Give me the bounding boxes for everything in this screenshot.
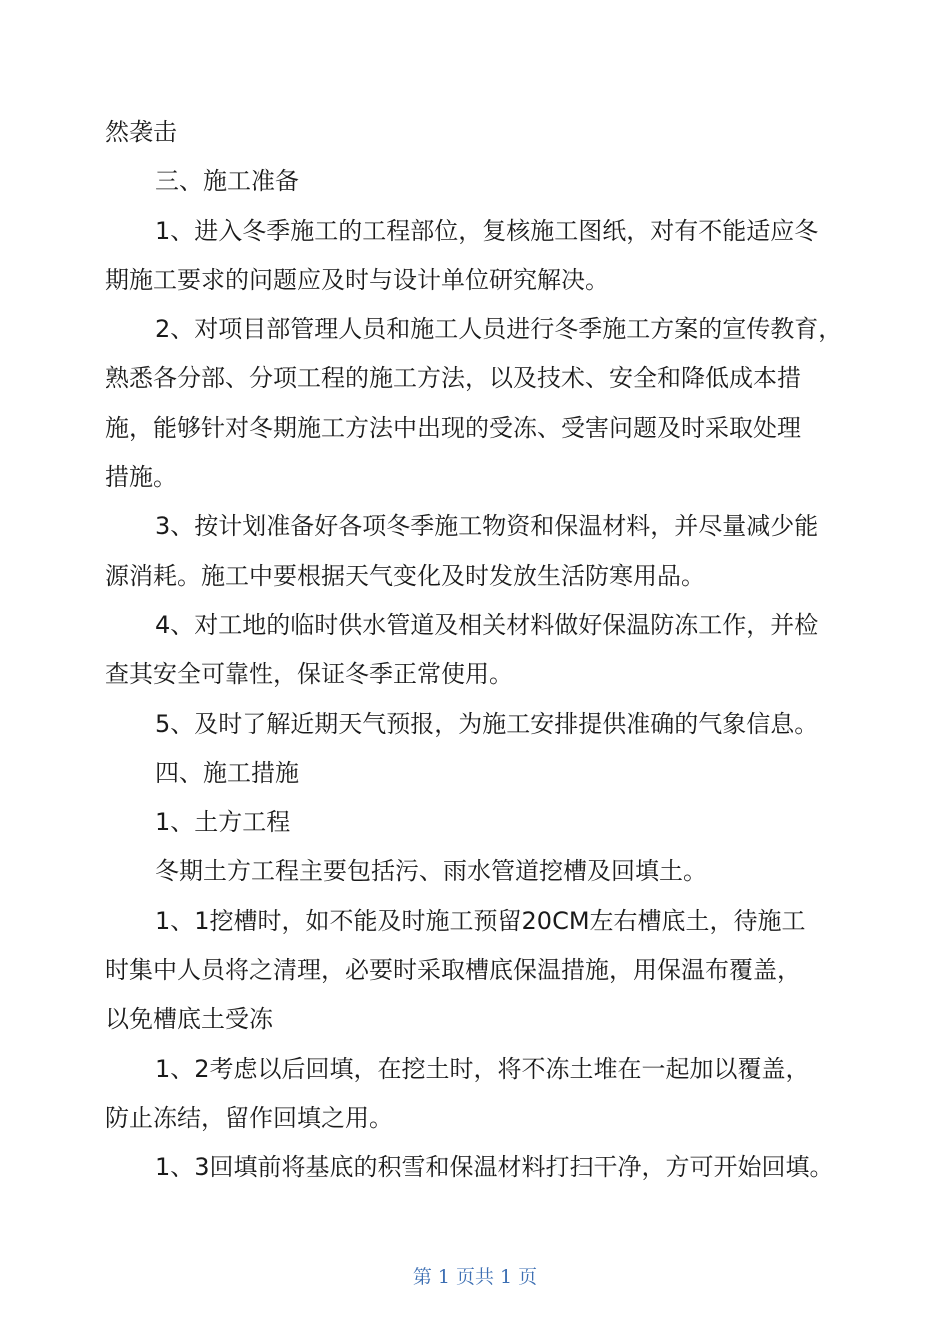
text-line: 查其安全可靠性，保证冬季正常使用。 [105,660,513,689]
text-line: 然袭击 [105,118,177,146]
document-body [105,108,857,1193]
text-line: 三、施工准备 [155,167,299,196]
text-line: 施，能够针对冬期施工方法中出现的受冻、受害问题及时采取处理 [105,413,801,442]
text-line: 防止冻结，留作回填之用。 [105,1103,393,1132]
page-footer: 第 1 页共 1 页 [412,1266,538,1288]
text-line: 2、对项目部管理人员和施工人员进行冬季施工方案的宣传教育， [155,315,843,344]
text-line: 1、土方工程 [155,808,291,837]
text-line: 1、3回填前将基底的积雪和保温材料打扫干净，方可开始回填。 [155,1153,834,1182]
text-line: 5、及时了解近期天气预报，为施工安排提供准确的气象信息。 [155,709,819,738]
text-line: 措施。 [105,463,177,492]
text-line: 1、1挖槽时，如不能及时施工预留20CM左右槽底土，待施工 [155,906,806,935]
text-line: 4、对工地的临时供水管道及相关材料做好保温防冻工作，并检 [155,610,819,639]
text-line: 四、施工措施 [155,758,299,787]
text-line: 期施工要求的问题应及时与设计单位研究解决。 [105,265,609,294]
text-line: 冬期土方工程主要包括污、雨水管道挖槽及回填土。 [155,857,707,886]
text-line: 以免槽底土受冻 [105,1005,273,1034]
text-line: 时集中人员将之清理，必要时采取槽底保温措施，用保温布覆盖， [105,956,801,985]
text-line: 源消耗。施工中要根据天气变化及时发放生活防寒用品。 [105,561,705,590]
text-line: 熟悉各分部、分项工程的施工方法，以及技术、安全和降低成本措 [105,364,801,393]
text-line: 1、进入冬季施工的工程部位，复核施工图纸，对有不能适应冬 [155,216,819,245]
text-line: 1、2考虑以后回填，在挖土时，将不冻土堆在一起加以覆盖， [155,1054,810,1083]
text-line: 3、按计划准备好各项冬季施工物资和保温材料，并尽量减少能 [155,512,819,541]
